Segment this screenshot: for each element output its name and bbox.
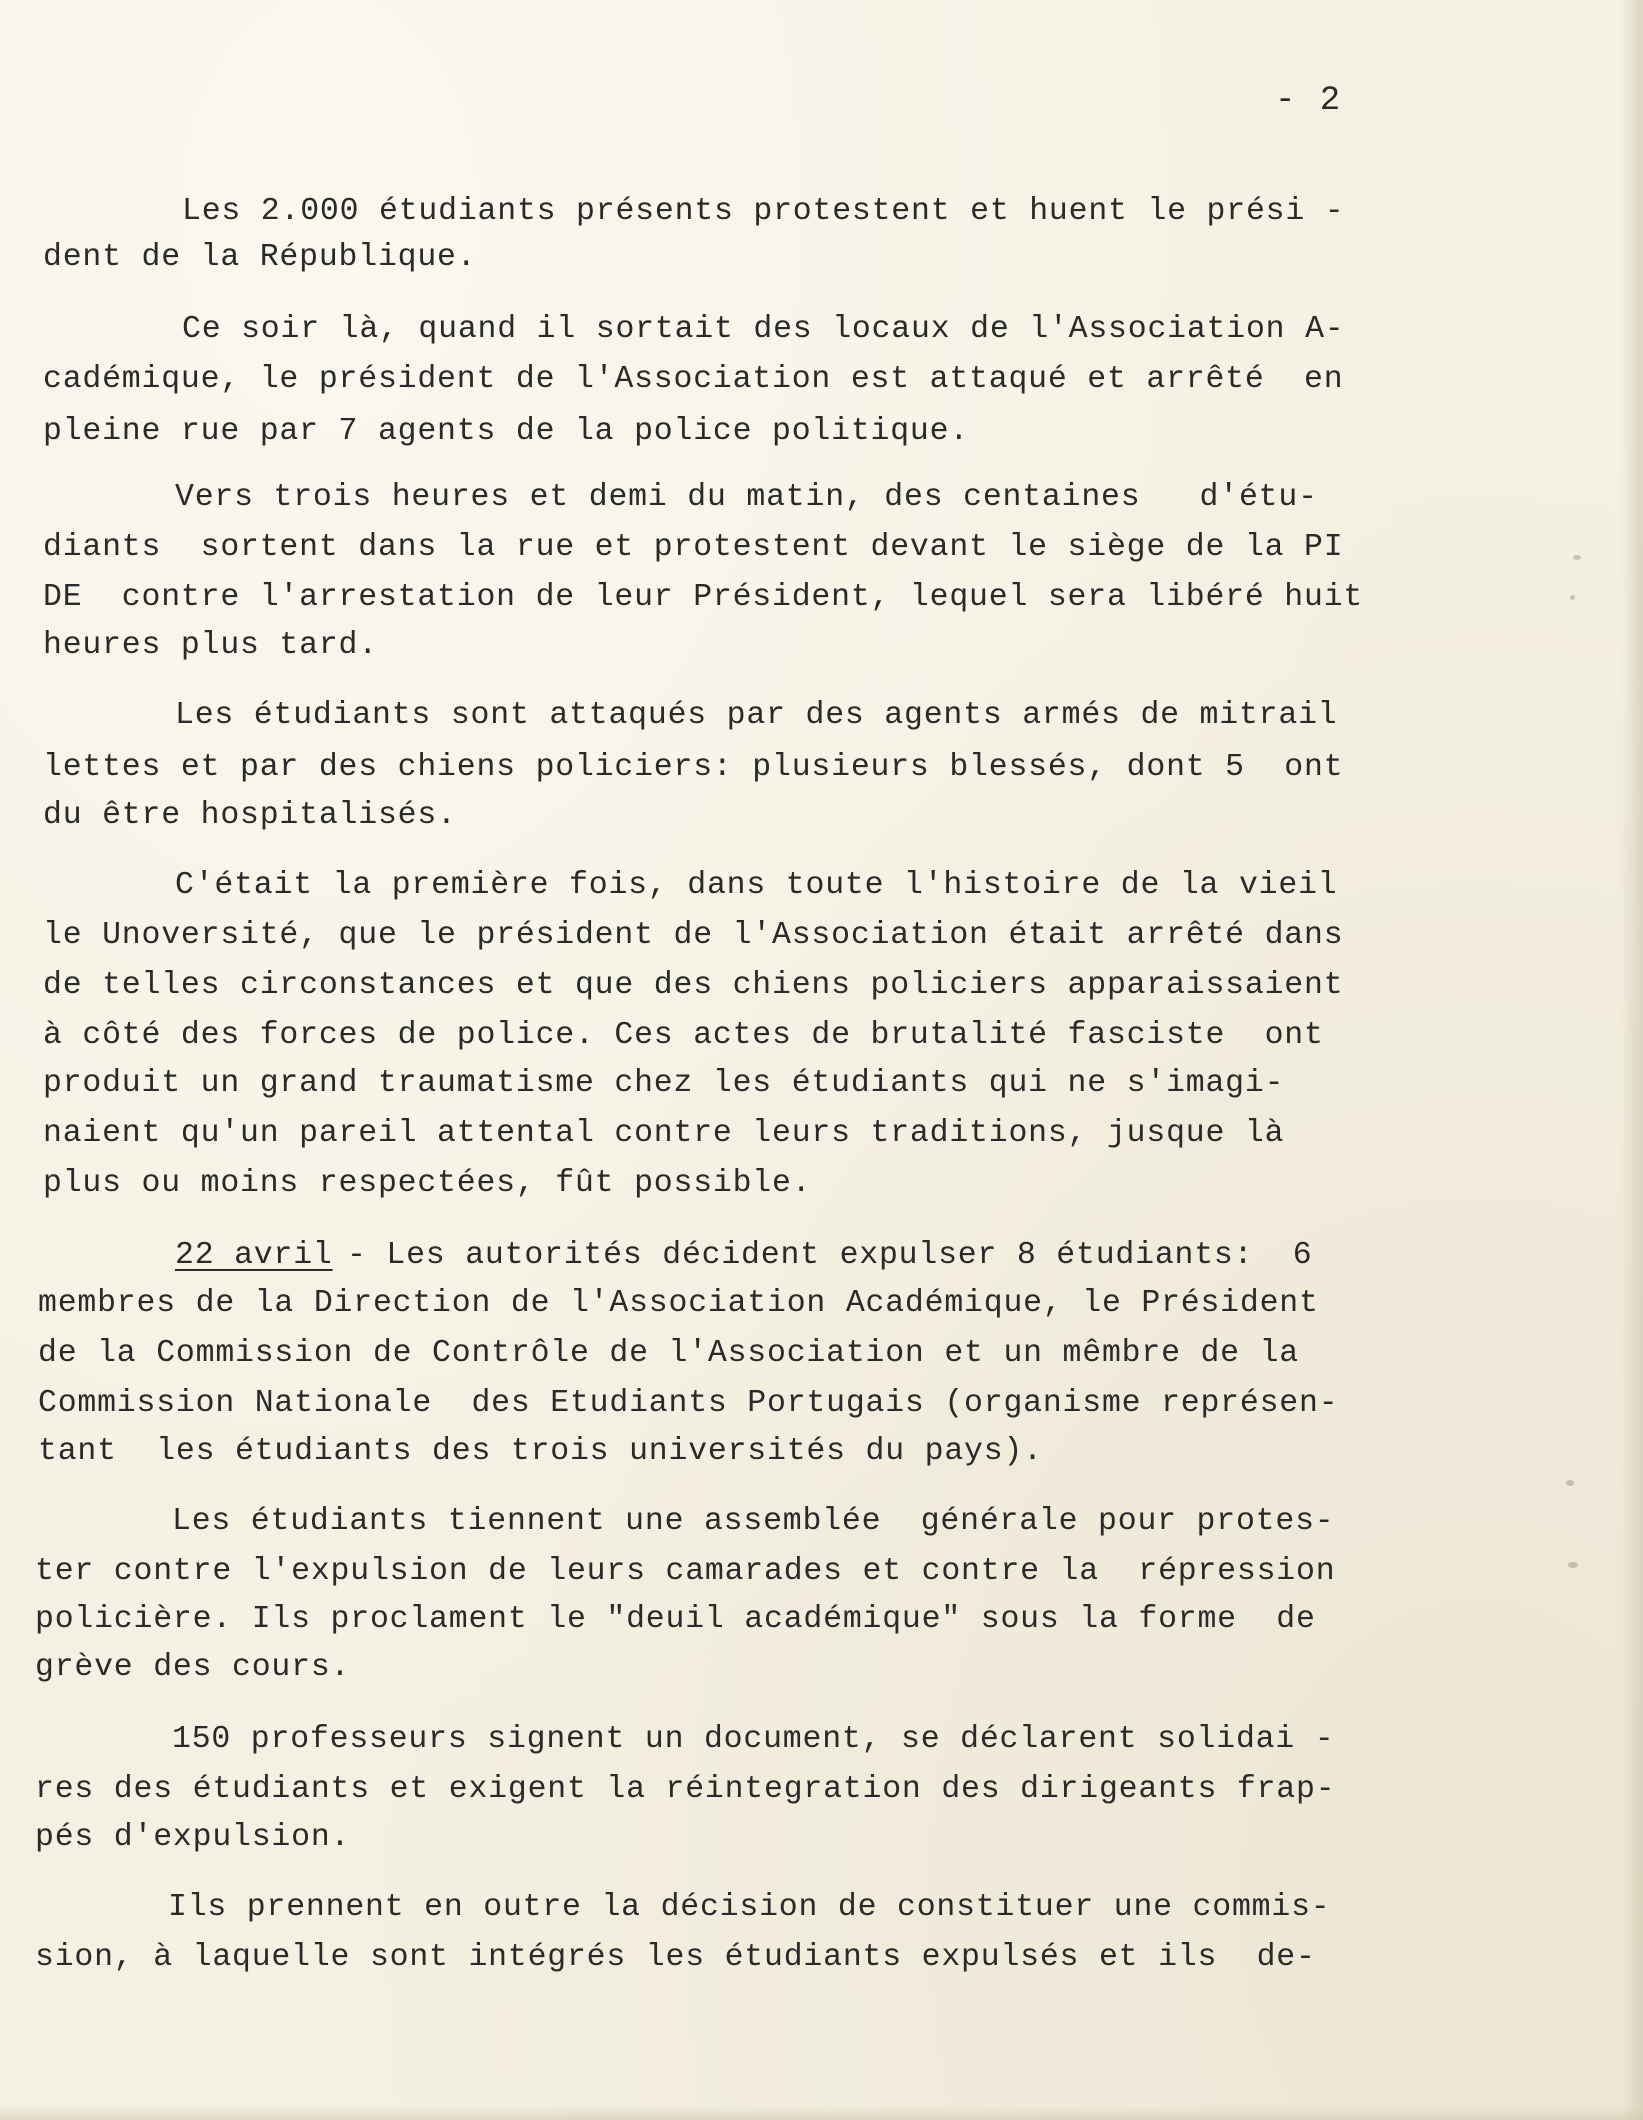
ink-speck	[1566, 1480, 1574, 1486]
text-line: plus ou moins respectées, fût possible.	[43, 1166, 812, 1201]
text-line: grève des cours.	[35, 1650, 351, 1685]
text-line: policière. Ils proclament le "deuil académique" sous la forme de	[35, 1602, 1316, 1637]
text-line: de la Commission de Contrôle de l'Association et un mêmbre de la	[38, 1336, 1299, 1371]
text-line: diants sortent dans la rue et protestent devant le siège de la PI	[43, 530, 1344, 565]
ink-speck	[1570, 595, 1575, 600]
page-bottom-shadow	[0, 2106, 1643, 2120]
text-line: de telles circonstances et que des chiens policiers apparaissaient	[43, 968, 1344, 1003]
text-line: - Les autorités décident expulser 8 étudiants: 6	[347, 1238, 1313, 1273]
text-line: tant les étudiants des trois universités du pays).	[38, 1434, 1043, 1469]
text-line: pés d'expulsion.	[35, 1820, 351, 1855]
text-line: du être hospitalisés.	[43, 798, 457, 833]
text-line: Les étudiants sont attaqués par des agents armés de mitrail	[175, 698, 1338, 733]
text-line: produit un grand traumatisme chez les étudiants qui ne s'imagi-	[43, 1066, 1285, 1101]
text-line: Commission Nationale des Etudiants Portugais (organisme représen-	[38, 1386, 1339, 1421]
date-heading: 22 avril	[175, 1238, 333, 1273]
text-line: à côté des forces de police. Ces actes de brutalité fasciste ont	[43, 1018, 1324, 1053]
text-line: Vers trois heures et demi du matin, des centaines d'étu-	[175, 480, 1318, 515]
text-line: 150 professeurs signent un document, se déclarent solidai -	[172, 1722, 1335, 1757]
text-line: heures plus tard.	[43, 628, 378, 663]
ink-speck	[1573, 555, 1581, 560]
text-line: le Unoversité, que le président de l'Association était arrêté dans	[43, 918, 1344, 953]
text-line: Ils prennent en outre la décision de constituer une commis-	[168, 1890, 1331, 1925]
text-line: ter contre l'expulsion de leurs camarades et contre la répression	[35, 1554, 1336, 1589]
text-line: naient qu'un pareil attental contre leurs traditions, jusque là	[43, 1116, 1285, 1151]
text-line: Ce soir là, quand il sortait des locaux de l'Association A-	[182, 312, 1345, 347]
text-line: cadémique, le président de l'Association est attaqué et arrêté en	[43, 362, 1344, 397]
text-line: C'était la première fois, dans toute l'histoire de la vieil	[175, 868, 1338, 903]
text-line: dent de la République.	[43, 240, 477, 275]
page-number: - 2	[1275, 82, 1343, 120]
text-line: res des étudiants et exigent la réintegration des dirigeants frap-	[35, 1772, 1336, 1807]
page-edge-shadow	[1621, 0, 1643, 2120]
ink-speck	[1568, 1562, 1578, 1568]
text-line: membres de la Direction de l'Association Académique, le Président	[38, 1286, 1319, 1321]
text-line: DE contre l'arrestation de leur Président, lequel sera libéré huit	[43, 580, 1364, 615]
text-line: sion, à laquelle sont intégrés les étudiants expulsés et ils de-	[35, 1940, 1316, 1975]
text-line: Les étudiants tiennent une assemblée générale pour protes-	[172, 1504, 1335, 1539]
text-line: lettes et par des chiens policiers: plusieurs blessés, dont 5 ont	[43, 750, 1344, 785]
text-line: Les 2.000 étudiants présents protestent et huent le prési -	[182, 194, 1345, 229]
text-line: pleine rue par 7 agents de la police politique.	[43, 414, 970, 449]
